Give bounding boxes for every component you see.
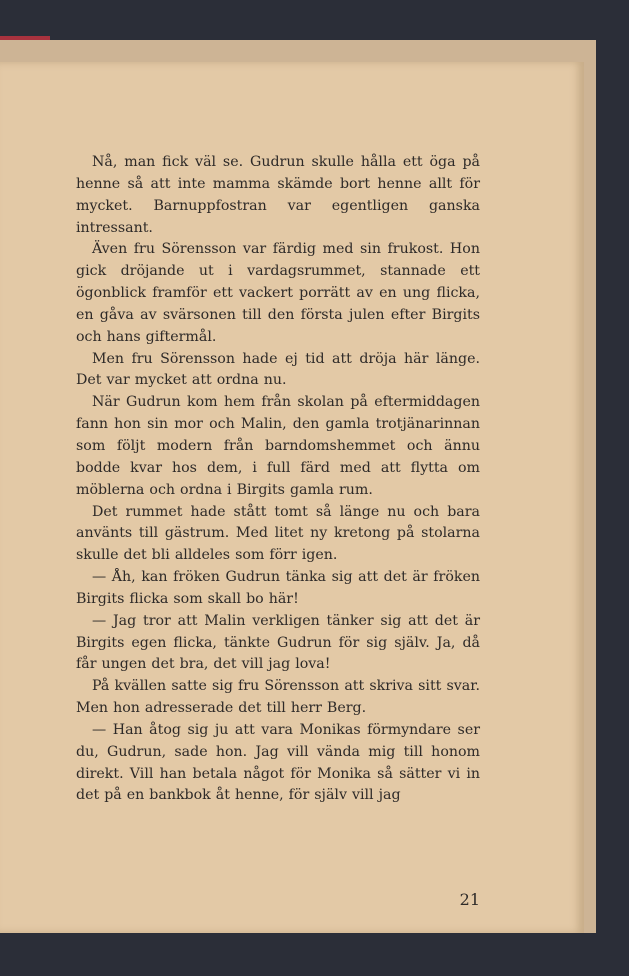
- page-text-block: [76, 152, 480, 807]
- page-number: 21: [459, 890, 480, 909]
- book-page: [0, 62, 584, 933]
- paragraph-3: Men fru Sörensson hade ej tid att dröja här länge. Det var mycket att ordna nu.: [76, 350, 480, 389]
- paragraph-2: Även fru Sörensson var färdig med sin frukost. Hon gick dröjande ut i vardagsrummet, stannade ett ögonblick framför ett vackert porrätt av en ung flicka, en gåva av svärsonen till den första julen efter Birgits och hans giftermål.: [76, 241, 480, 345]
- paragraph-5: Det rummet hade stått tomt så länge nu och bara använts till gästrum. Med litet ny kretong på stolarna skulle det bli alldeles som förr igen.: [76, 503, 480, 564]
- paragraph-8: På kvällen satte sig fru Sörensson att skriva sitt svar. Men hon adresserade det till herr Berg.: [76, 678, 480, 717]
- paragraph-7: — Jag tror att Malin verkligen tänker sig att det är Birgits egen flicka, tänkte Gudrun för sig själv. Ja, då får ungen det bra, det vill jag lova!: [76, 612, 480, 673]
- paragraph-9: — Han åtog sig ju att vara Monikas förmyndare ser du, Gudrun, sade hon. Jag vill vända mig till honom direkt. Vill han betala något för Monika så sätter vi in det på en bankbok åt henne, för själv vill jag: [76, 721, 480, 804]
- paragraph-4: När Gudrun kom hem från skolan på eftermiddagen fann hon sin mor och Malin, den gamla trotjänarinnan som följt modern från barndomshemmet och ännu bodde kvar hos dem, i full färd med att flytta om möblerna och ordna i Birgits gamla rum.: [76, 394, 480, 498]
- paragraph-6: — Åh, kan fröken Gudrun tänka sig att det är fröken Birgits flicka som skall bo här!: [76, 569, 480, 607]
- body-text: [76, 152, 480, 807]
- paragraph-1: Nå, man fick väl se. Gudrun skulle hålla ett öga på henne så att inte mamma skämde bort henne allt för mycket. Barnuppfostran var egentligen ganska intressant.: [76, 154, 480, 236]
